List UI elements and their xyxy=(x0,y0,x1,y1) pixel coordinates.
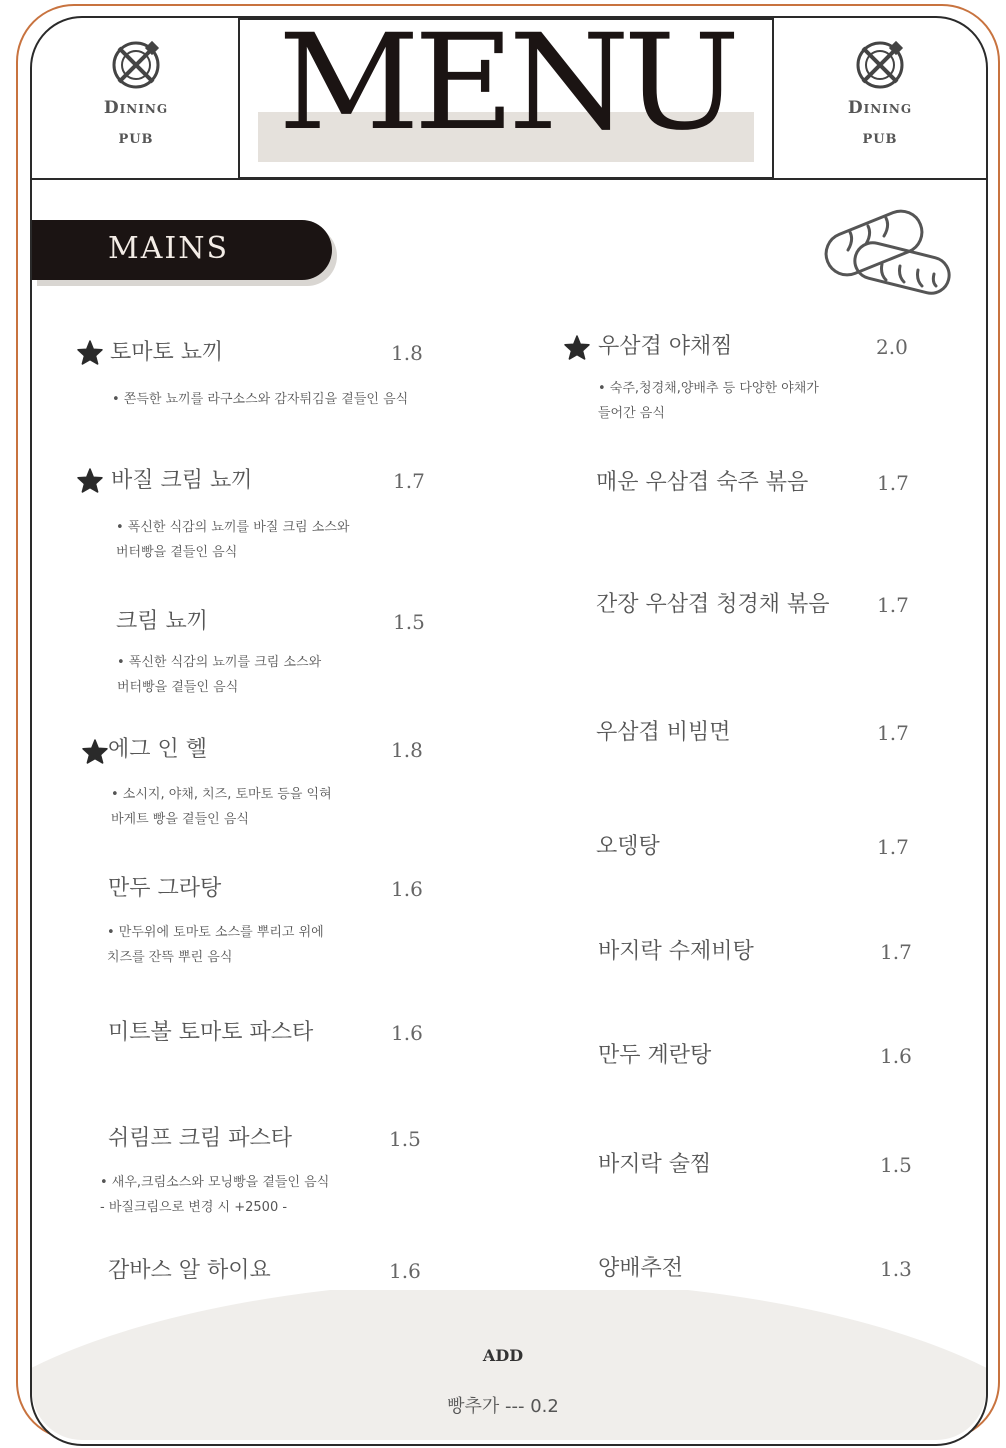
star-icon xyxy=(82,739,108,764)
menu-item-name: 우삼겹 비빔면 xyxy=(596,720,731,745)
logo-left-line2: PUB xyxy=(118,132,154,147)
menu-item-name: 매운 우삼겹 숙주 볶음 xyxy=(596,470,809,495)
menu-item-name: 미트볼 토마토 파스타 xyxy=(108,1020,314,1045)
menu-item-price: 1.8 xyxy=(391,738,423,762)
menu-item-price: 1.7 xyxy=(877,593,909,617)
menu-item-price: 1.6 xyxy=(391,877,423,901)
menu-item-name: 우삼겹 야채찜 xyxy=(598,334,733,359)
menu-item-price: 1.8 xyxy=(391,341,423,365)
menu-item-price: 1.7 xyxy=(877,471,909,495)
menu-item-name: 바지락 술찜 xyxy=(598,1152,712,1177)
add-item: 빵추가 --- 0.2 xyxy=(447,1396,559,1417)
menu-item-desc: • 폭신한 식감의 뇨끼를 크림 소스와 버터빵을 곁들인 음식 xyxy=(117,655,322,695)
menu-item-name: 만두 그라탕 xyxy=(108,876,222,901)
menu-item-name: 간장 우삼겹 청경채 볶음 xyxy=(596,592,830,617)
menu-item-price: 1.7 xyxy=(880,940,912,964)
bread-icon xyxy=(818,200,958,300)
menu-item-price: 1.7 xyxy=(393,469,425,493)
star-icon xyxy=(77,468,103,493)
menu-item-name: 바질 크림 뇨끼 xyxy=(111,468,253,493)
menu-item-desc: • 숙주,청경채,양배추 등 다양한 야채가 들어간 음식 xyxy=(598,381,819,421)
logo-left xyxy=(61,38,211,147)
menu-item-price: 1.6 xyxy=(389,1259,421,1283)
logo-right xyxy=(805,38,955,147)
menu-item-name: 감바스 알 하이요 xyxy=(108,1258,271,1283)
star-icon xyxy=(77,340,103,365)
fork-knife-plate-icon xyxy=(109,38,163,92)
fork-knife-plate-icon xyxy=(853,38,907,92)
menu-item-name: 크림 뇨끼 xyxy=(116,609,209,634)
menu-item-name: 에그 인 헬 xyxy=(108,737,207,762)
menu-item-price: 1.6 xyxy=(880,1044,912,1068)
menu-item-name: 양배추전 xyxy=(598,1256,684,1281)
logo-right-line2: PUB xyxy=(862,132,898,147)
menu-item-name: 오뎅탕 xyxy=(596,834,660,859)
menu-item-name: 쉬림프 크림 파스타 xyxy=(108,1126,293,1151)
menu-item-desc: • 새우,크림소스와 모닝빵을 곁들인 음식 - 바질크림으로 변경 시 +2500 - xyxy=(100,1175,330,1215)
menu-item-price: 1.5 xyxy=(393,610,425,634)
menu-item-price: 2.0 xyxy=(876,335,908,359)
menu-item-price: 1.5 xyxy=(880,1153,912,1177)
menu-item-price: 1.6 xyxy=(391,1021,423,1045)
menu-item-price: 1.7 xyxy=(877,721,909,745)
section-title: MAINS xyxy=(108,231,230,266)
menu-item-price: 1.5 xyxy=(389,1127,421,1151)
menu-item-name: 토마토 뇨끼 xyxy=(110,340,224,365)
menu-item-desc: • 소시지, 야채, 치즈, 토마토 등을 익혀 바게트 빵을 곁들인 음식 xyxy=(111,787,332,827)
menu-item-name: 만두 계란탕 xyxy=(598,1043,712,1068)
page-title: MENU xyxy=(278,6,734,160)
menu-item-desc: • 쫀득한 뇨끼를 라구소스와 감자튀김을 곁들인 음식 xyxy=(112,392,409,407)
star-icon xyxy=(564,335,590,360)
menu-item-price: 1.7 xyxy=(877,835,909,859)
menu-item-desc: • 폭신한 식감의 뇨끼를 바질 크림 소스와 버터빵을 곁들인 음식 xyxy=(116,520,350,560)
menu-item-name: 바지락 수제비탕 xyxy=(598,939,754,964)
add-section-title: ADD xyxy=(482,1346,524,1365)
menu-item-price: 1.3 xyxy=(880,1257,912,1281)
logo-left-line1: Dining xyxy=(103,98,169,118)
menu-item-desc: • 만두위에 토마토 소스를 뿌리고 위에 치즈를 잔뜩 뿌린 음식 xyxy=(107,925,324,965)
logo-right-line1: Dining xyxy=(847,98,913,118)
